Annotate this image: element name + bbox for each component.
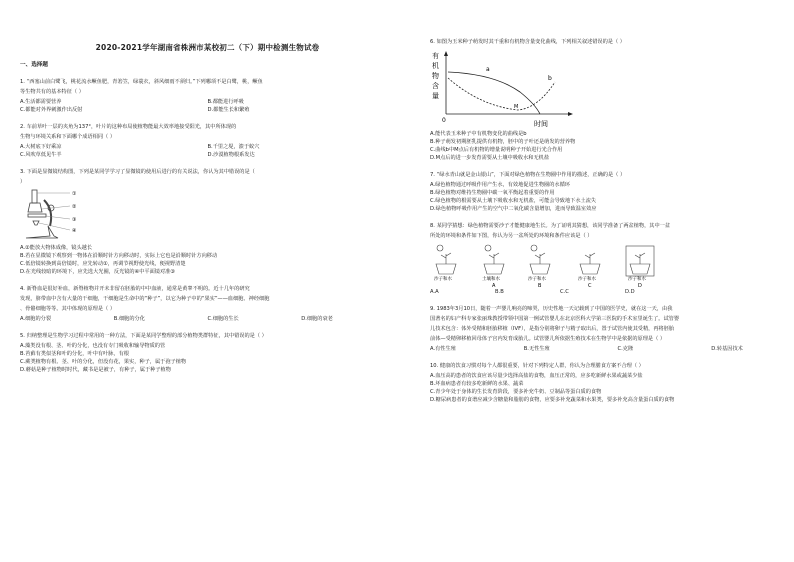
question-3 [20, 168, 395, 276]
plant-icon [635, 253, 645, 264]
question-stem: 发现，脐带血中含有大量的干细胞，干细胞是生命中的“种子”，以它为种子中的“果实”——血细胞、神经细胞 [20, 296, 270, 302]
mirror [33, 221, 39, 225]
stage [28, 214, 46, 217]
question-stem: 儿技术包含：体外受精和胚胎移植（IVF），是指分别将卵子与精子取出后，置于试管内使其受精，再将胚胎 [430, 326, 675, 332]
question-5 [20, 332, 395, 374]
plant-icon [585, 253, 595, 264]
question-stem: 2. 车前草叶一层的夹角为137°，叶片的这种布局使植物能最大效率地接受阳光，其中所体现的 [20, 124, 237, 130]
question-stem: 8. 某同学猜想：绿色植物需要沙子才能健康地生长。为了证明其猜想，该同学准备了两盆植物，其中一盆 [430, 223, 671, 229]
eyepiece-tube [32, 190, 37, 203]
question-9 [430, 305, 794, 353]
question-stem: 1. “西塞山前白鹭飞，桃花流水鳜鱼肥，青箬笠，绿蓑衣，斜风细雨不须归。”下列哪项不是白鹭，桃，鳜鱼 [20, 79, 263, 85]
option-d: D.沙漠植物根系发达 [207, 152, 255, 158]
option-c: C.克隆 [617, 346, 634, 352]
option-d: D.D [625, 289, 635, 295]
option-d: D.细胞的衰老 [301, 316, 333, 322]
question-stem: ） [20, 179, 26, 185]
question-4 [20, 285, 395, 323]
question-1 [20, 78, 395, 114]
question-stem: 生物与环境关系和下面哪个成语相同（ ） [20, 134, 116, 140]
y-arrow-icon [444, 51, 448, 56]
fig-label-4: ④ [72, 228, 77, 234]
pot [484, 264, 504, 274]
sun-icon [531, 245, 537, 251]
question-stem: 6. 如图为玉米种子萌发时其干重和有机物含量变化曲线，下列相关叙述错误的是（ ） [430, 39, 625, 45]
option-a: A.②能放大物体成像，镜头越长 [20, 245, 93, 251]
plant-icon [535, 253, 545, 264]
pot [630, 264, 650, 274]
option-c: C.低倍镜转换到高倍镜时，应先转动①，再调节视野使光线，便视野清楚 [20, 261, 186, 267]
fig-label-3: ③ [72, 217, 77, 223]
plant-icon [489, 253, 499, 264]
question-stem: 7. “绿水青山就是金山银山”，下面对绿色植物在生物圈中作用的描述，正确的是（ ） [430, 172, 626, 178]
curve-b-label: b [548, 75, 552, 82]
question-stem: 等生物共有的基本特征（ ） [20, 89, 84, 95]
option-d: D.都能生长和繁殖 [207, 107, 250, 113]
option-c: C.风吹草低见牛羊 [20, 152, 62, 158]
left-column [20, 0, 395, 374]
question-stem: 4. 新脊血是很好补血，新脊植物并开未非留在胚胎的中中血液，通常是黄睾不明的。近十几年的研究 [20, 286, 250, 292]
option-b: B.B [495, 289, 504, 295]
option-c: C.青少年处于身体的生长发育阶段，要多补充牛奶、豆制品等蛋白质的食物 [430, 389, 602, 395]
y-label-char: 机 [432, 62, 439, 70]
fig-label-2: ② [72, 204, 77, 210]
plant-icon [441, 253, 451, 264]
pot-letter: C [588, 283, 592, 288]
option-d: D.糖尿病患者的食谱应减少含糖量和脂肪的食物，应要多补充蔬菜和水果类，要多补充高含量蛋白质的食物 [430, 397, 675, 403]
question-8 [430, 222, 794, 296]
question-2 [20, 123, 395, 159]
question-stem: 9. 1983年3月10日，随着一声婴儿响亮的啼哭，历史性地一天记载到了中国的医学史，就在这一天，由我 [430, 306, 673, 312]
option-b: B.苔藓有类似茎和叶的分化，叶中有叶脉，有根 [20, 351, 129, 357]
question-stem: 3. 下面是显微镜结构图，下列是某同学学习了显微镜的使用后进行的有关说法，你认为其中错误的是（ [20, 169, 255, 175]
option-a: A.藻类没有根、茎、叶的分化，也没有专门吸收和输导物质的管 [20, 343, 166, 349]
pot-label: 沙子和水 [434, 277, 452, 282]
y-label-char: 有 [432, 52, 439, 60]
pot-label: 土壤和水 [482, 277, 500, 282]
question-stem: 、骨骼细胞等等。其中体现的原理是（ ） [20, 306, 116, 312]
option-d: D.转基因技术 [711, 346, 743, 352]
sun-icon [485, 245, 491, 251]
curve-b [448, 78, 555, 110]
base [26, 226, 58, 238]
question-7 [430, 171, 794, 213]
y-label-char: 量 [432, 92, 439, 100]
question-10 [430, 362, 794, 404]
question-stem: 所处的环境和条件如下图，你认为另一盆所处的环境和条件应该是（ ） [430, 233, 593, 239]
pot-label: 沙子和水 [578, 277, 596, 282]
pot [530, 264, 550, 274]
origin-label: 0 [442, 117, 446, 124]
point-m-label: M [514, 104, 519, 110]
option-b: B.种子萌发初期胚乳提供有机物，胚中的子叶还是萌发的营养物 [430, 139, 576, 145]
option-c: C.细胞的生长 [207, 316, 239, 322]
option-c: C.绿色植物的根需要从土壤下吸收水和无机盐，可能会导致地下水土流失 [430, 198, 597, 204]
right-column [430, 0, 794, 404]
pot-label: 沙子和水 [628, 277, 646, 282]
x-arrow-icon [568, 112, 573, 116]
option-b: B.无性生殖 [523, 346, 550, 352]
question-stem: 5. 归纳整理是生物学习过程中常用的一种方法，下面是某同学整理的部分植物类群特征，其中错误的是（ ） [20, 333, 267, 339]
y-label-char: 含 [432, 82, 439, 90]
option-d: D.蘑菇是种子植物时时代，藏书是是被子，有种子，属于种子植物 [20, 367, 171, 373]
option-d: D.在光线较暗的环境下，应先选大光圈，反光镜的④中平面镜对准③ [20, 269, 176, 275]
option-a: A.细胞的分裂 [20, 316, 52, 322]
question-6 [430, 38, 794, 162]
question-stem: 10. 健康的饮食习惯对每个人都很重要，针对下列特定人群，你认为合理膳食方案不合理（ ） [430, 363, 644, 369]
option-c: C.曲线b中M点后有机物的增量说明种子开始进行光合作用 [430, 147, 563, 153]
microscope-figure [20, 188, 100, 244]
lens-barrel [28, 203, 42, 212]
sun-icon [437, 245, 443, 251]
option-b: B.绿色植物对维持生物圈中碳一氧平衡起着重要的作用 [430, 190, 555, 196]
question-stem: 前体—受精卵移植回母体子宫内发育成胎儿。试管婴儿所依据生殖技术在生物学中是依据的原理是（ ） [430, 336, 666, 342]
pot-letter: A [492, 283, 496, 288]
option-c: C.C [560, 289, 569, 295]
plant-pots-figure [430, 242, 680, 288]
exam-title: 2020-2021学年湖南省株洲市某校初二（下）期中检测生物试卷 [95, 43, 320, 52]
option-b: B.千里之堤，溃于蚁穴 [207, 144, 260, 150]
curve-a-label: a [486, 66, 490, 73]
option-a: A.绿色植物通过呼吸作用产生水，有效地促进生物圈的水循环 [430, 182, 570, 188]
option-b: B.坏血病患者有较多吃新鲜的水果、蔬菜 [430, 381, 524, 387]
option-b: B.若在显微镜下观察到一物体在沿顺时针方向移动时，实际上它也是沿顺时针方向移动 [20, 253, 218, 259]
germination-graph [430, 48, 580, 130]
option-a: A.有性生殖 [430, 346, 456, 352]
option-d: D.绿色植物呼吸作用产生的空气中二氧化碳含量增加，进而导致温室效应 [430, 206, 597, 212]
option-a: A.血压高的患者的饮食应该尽量少选择高盐的食物，血压正常的，应多吃新鲜水果或蔬菜少盐 [430, 373, 643, 379]
option-a: A.生活都需要营养 [20, 99, 62, 105]
option-a: A.能代表玉米种子中有机物变化的曲线是b [430, 131, 527, 137]
pot-letter: D [638, 283, 642, 288]
pot-letter: B [538, 283, 542, 288]
x-axis-label: 时间 [534, 120, 548, 128]
fig-label-1: ① [72, 191, 77, 197]
option-a: A.大树底下好乘凉 [20, 144, 62, 150]
option-b: B.细胞的分化 [113, 316, 145, 322]
pot [436, 264, 456, 274]
pot-label: 沙子和水 [528, 277, 546, 282]
option-c: C.都能对外界刺激作出反射 [20, 107, 83, 113]
section-heading: 一、选择题 [20, 62, 48, 68]
curve-a [448, 72, 540, 114]
option-a: A.A [430, 289, 439, 295]
option-d: D.M点后的进一步发育需要从土壤中吸收水和无机盐 [430, 155, 550, 161]
option-b: B.都能进行呼吸 [207, 99, 244, 105]
pot [580, 264, 600, 274]
option-c: C.蕨类植物有根、茎、叶的分化，但没有花，果实，种子，属于孢子植物 [20, 359, 187, 365]
arm [44, 200, 51, 226]
question-stem: 国著名的妇产科专家张丽珠教授带领中国第一例试管婴儿在北京医科大学第三医院的手术室里诞生了。试管婴 [430, 316, 680, 322]
y-label-char: 物 [432, 72, 439, 80]
